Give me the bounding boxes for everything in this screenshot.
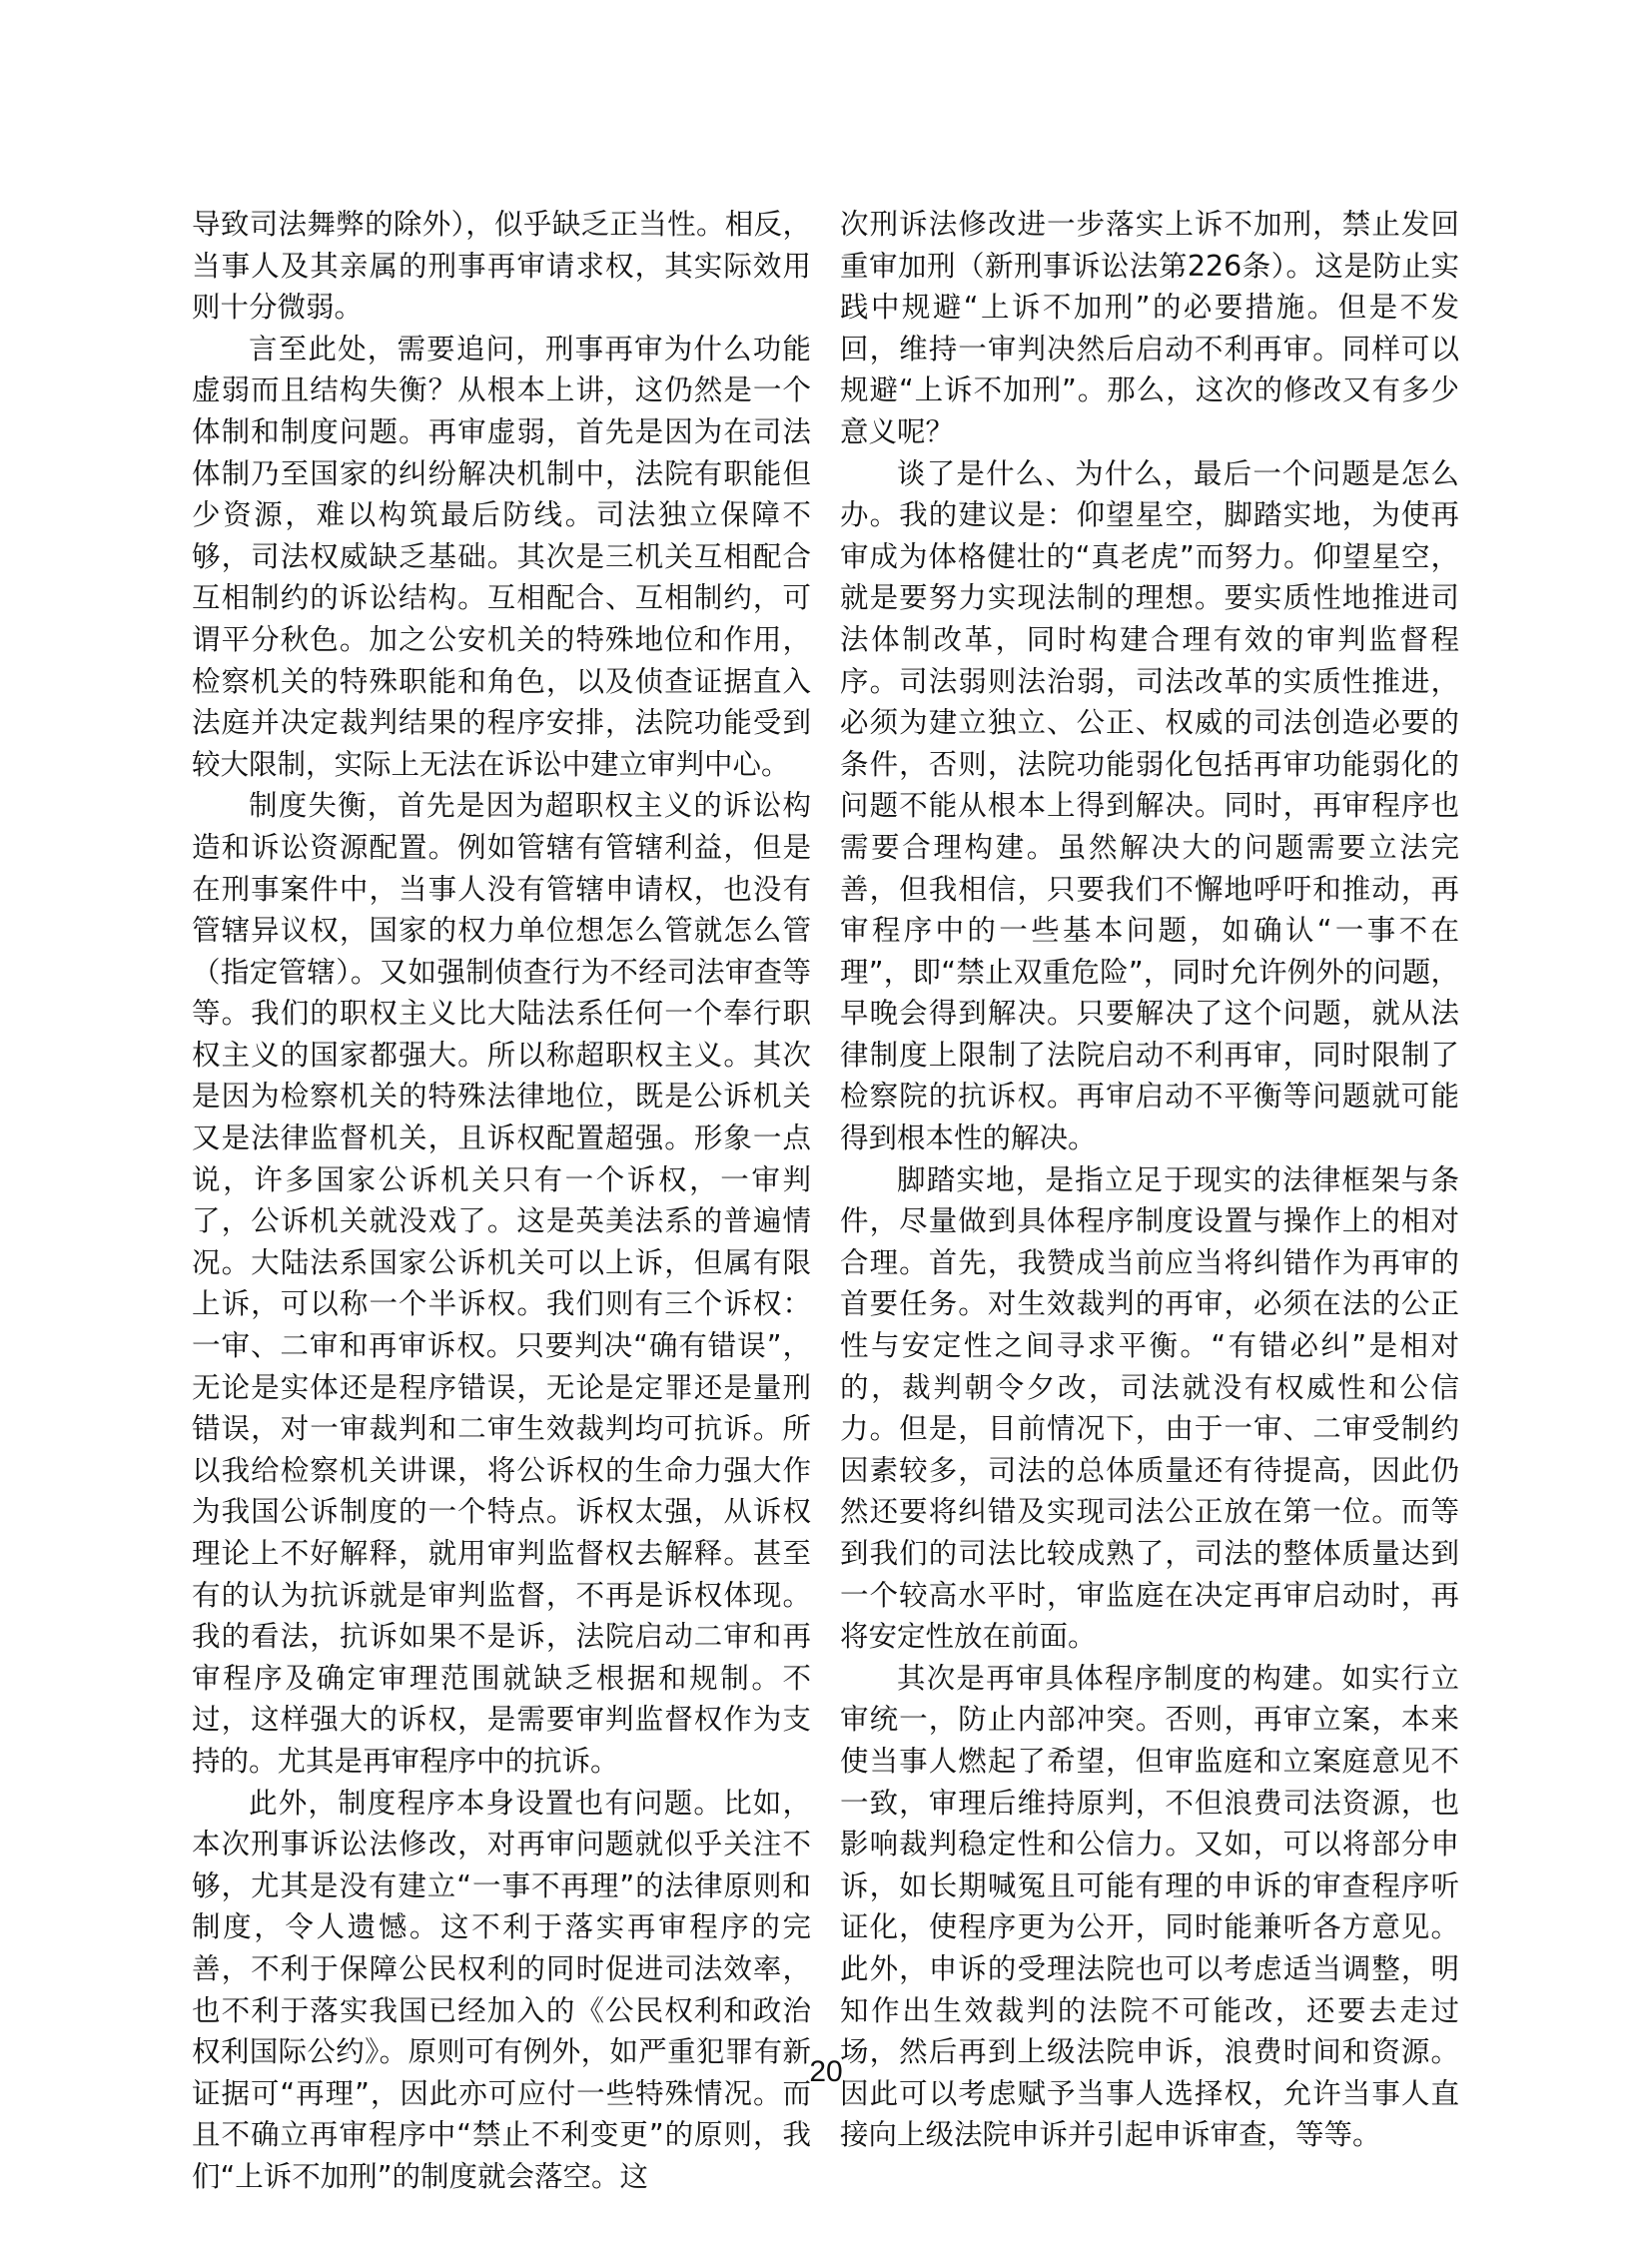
paragraph: 言至此处，需要追问，刑事再审为什么功能虚弱而且结构失衡？从根本上讲，这仍然是一个体制和制度问题。再审虚弱，首先是因为在司法体制乃至国家的纠纷解决机制中，法院有职能但少资源，难以构筑最后防线。司法独立保障不够，司法权威缺乏基础。其次是三机关互相配合互相制约的诉讼结构。互相配合、互相制约，可谓平分秋色。加之公安机关的特殊地位和作用，检察机关的特殊职能和角色，以及侦查证据直入法庭并决定裁判结果的程序安排，法院功能受到较大限制，实际上无法在诉讼中建立审判中心。 [192, 332, 811, 781]
paragraph: 制度失衡，首先是因为超职权主义的诉讼构造和诉讼资源配置。例如管辖有管辖利益，但是在刑事案件中，当事人没有管辖申请权，也没有管辖异议权，国家的权力单位想怎么管就怎么管（指定管辖）。又如强制侦查行为不经司法审查等等。我们的职权主义比大陆法系任何一个奉行职权主义的国家都强大。所以称超职权主义。其次是因为检察机关的特殊法律地位，既是公诉机关又是法律监督机关，且诉权配置超强。形象一点说，许多国家公诉机关只有一个诉权，一审判了，公诉机关就没戏了。这是英美法系的普遍情况。大陆法系国家公诉机关可以上诉，但属有限上诉，可以称一个半诉权。我们则有三个诉权：一审、二审和再审诉权。只要判决“确有错误”，无论是实体还是程序错误，无论是定罪还是量刑错误，对一审裁判和二审生效裁判均可抗诉。所以我给检察机关讲课，将公诉权的生命力强大作为我国公诉制度的一个特点。诉权太强，从诉权理论上不好解释，就用审判监督权去解释。甚至有的认为抗诉就是审判监督，不再是诉权体现。我的看法，抗诉如果不是诉，法院启动二审和再审程序及确定审理范围就缺乏根据和规制。不过，这样强大的诉权，是需要审判监督权作为支持的。尤其是再审程序中的抗诉。 [192, 789, 811, 1778]
paragraph: 脚踏实地，是指立足于现实的法律框架与条件，尽量做到具体程序制度设置与操作上的相对合理。首先，我赞成当前应当将纠错作为再审的首要任务。对生效裁判的再审，必须在法的公正性与安定性之间寻求平衡。“有错必纠”是相对的，裁判朝令夕改，司法就没有权威性和公信力。但是，目前情况下，由于一审、二审受制约因素较多，司法的总体质量还有待提高，因此仍然还要将纠错及实现司法公正放在第一位。而等到我们的司法比较成熟了，司法的整体质量达到一个较高水平时，审监庭在决定再审启动时，再将安定性放在前面。 [840, 1162, 1459, 1654]
page-number: 20 [809, 2055, 843, 2088]
left-text-column [192, 204, 811, 2198]
paragraph: 其次是再审具体程序制度的构建。如实行立审统一，防止内部冲突。否则，再审立案，本来使当事人燃起了希望，但审监庭和立案庭意见不一致，审理后维持原判，不但浪费司法资源，也影响裁判稳定性和公信力。又如，可以将部分申诉，如长期喊冤且可能有理的申诉的审查程序听证化，使程序更为公开，同时能兼听各方意见。此外，申诉的受理法院也可以考虑适当调整，明知作出生效裁判的法院不可能改，还要去走过场，然后再到上级法院申诉，浪费时间和资源。因此可以考虑赋予当事人选择权，允许当事人直接向上级法院申诉并引起申诉审查，等等。 [840, 1661, 1459, 2152]
paragraph: 次刑诉法修改进一步落实上诉不加刑，禁止发回重审加刑（新刑事诉讼法第226条）。这是防止实践中规避“上诉不加刑”的必要措施。但是不发回，维持一审判决然后启动不利再审。同样可以规避“上诉不加刑”。那么，这次的修改又有多少意义呢？ [840, 208, 1459, 448]
right-text-column [840, 204, 1459, 2156]
paragraph: 谈了是什么、为什么，最后一个问题是怎么办。我的建议是：仰望星空，脚踏实地，为使再审成为体格健壮的“真老虎”而努力。仰望星空，就是要努力实现法制的理想。要实质性地推进司法体制改革，同时构建合理有效的审判监督程序。司法弱则法治弱，司法改革的实质性推进，必须为建立独立、公正、权威的司法创造必要的条件，否则，法院功能弱化包括再审功能弱化的问题不能从根本上得到解决。同时，再审程序也需要合理构建。虽然解决大的问题需要立法完善，但我相信，只要我们不懈地呼吁和推动，再审程序中的一些基本问题，如确认“一事不在理”，即“禁止双重危险”，同时允许例外的问题，早晚会得到解决。只要解决了这个问题，就从法律制度上限制了法院启动不利再审，同时限制了检察院的抗诉权。再审启动不平衡等问题就可能得到根本性的解决。 [840, 456, 1459, 1155]
paragraph: 导致司法舞弊的除外），似乎缺乏正当性。相反，当事人及其亲属的刑事再审请求权，其实际效用则十分微弱。 [192, 208, 811, 325]
paragraph: 此外，制度程序本身设置也有问题。比如，本次刑事诉讼法修改，对再审问题就似乎关注不够，尤其是没有建立“一事不再理”的法律原则和制度，令人遗憾。这不利于落实再审程序的完善，不利于保障公民权利的同时促进司法效率，也不利于落实我国已经加入的《公民权利和政治权利国际公约》。原则可有例外，如严重犯罪有新证据可“再理”，因此亦可应付一些特殊情况。而且不确立再审程序中“禁止不利变更”的原则，我们“上诉不加刑”的制度就会落空。这 [192, 1786, 812, 2193]
